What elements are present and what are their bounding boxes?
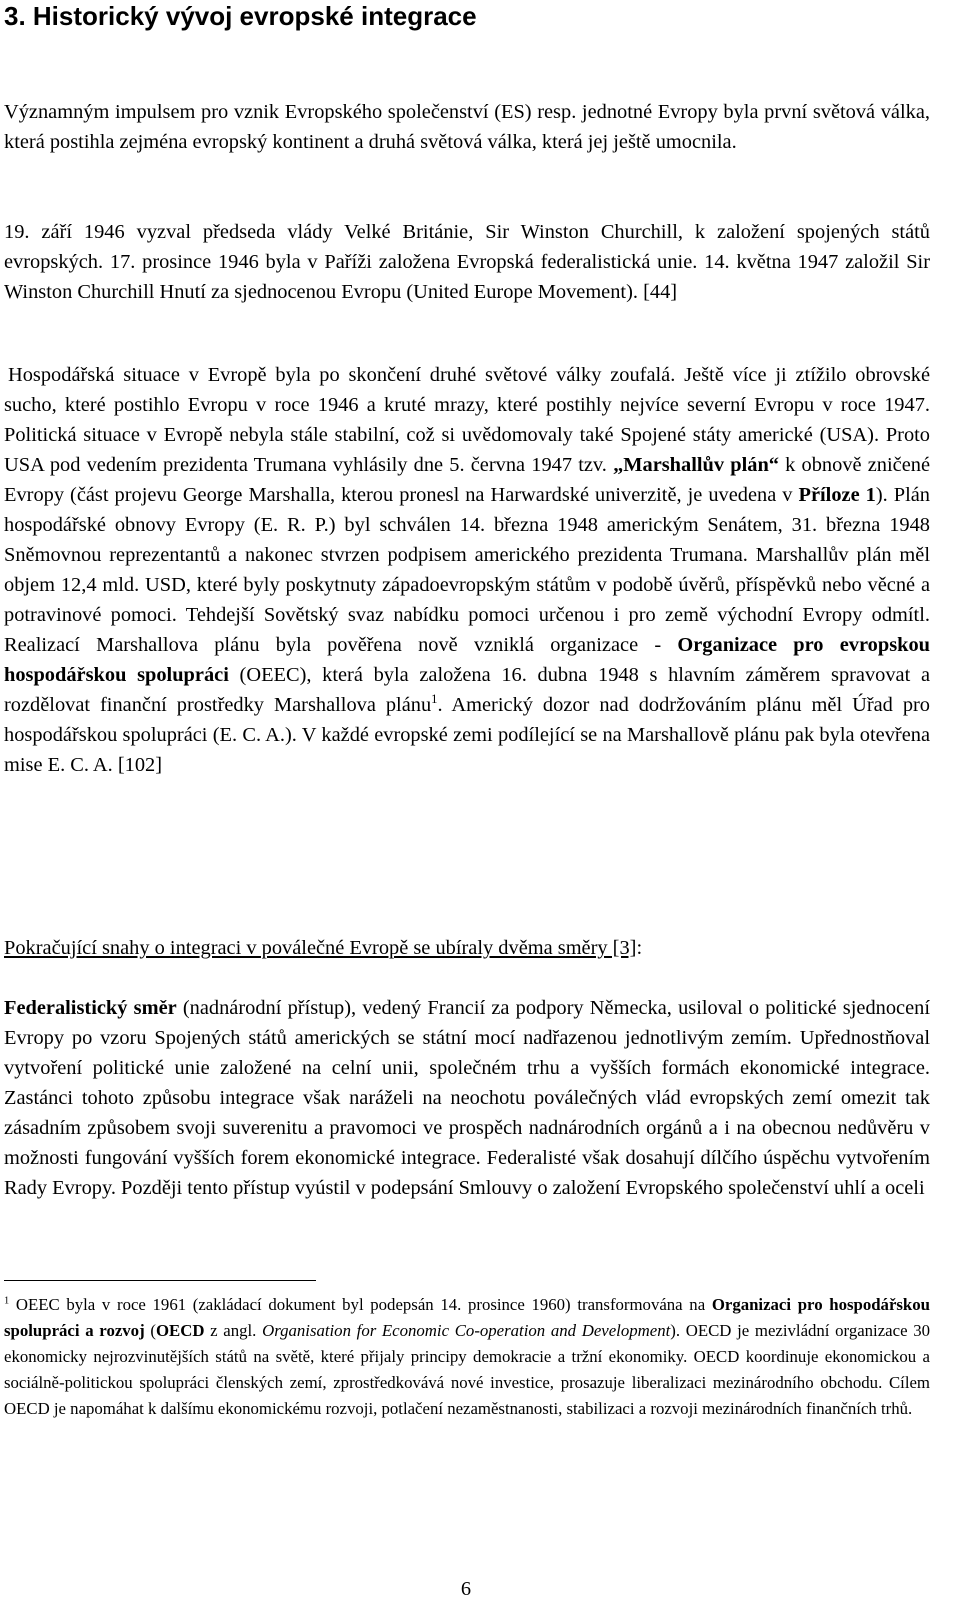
text-span: (nadnárodní přístup), vedený Francií za podpory Německa, usiloval o politické sjednocení Evropy po vzoru Spojených států amerických se státní mocí nadřazenou jednotlivým zemím. Upřednostňoval vytvoření politické unie založené na celní unii, společném trhu a vyšších formách ekonomické integrace. Zastánci tohoto způsobu integrace však naráželi na neochotu poválečných vlád evropských zemí omezit tak zásadním způsobem svoji suverenitu a pravomoci ve prospěch nadnárodních orgánů a i na obecnou nedůvěru v možnosti fungování vyšších forem ekonomické integrace. Federalisté však dosahují dílčího úspěchu vytvořením Rady Evropy. Později tento přístup vyústil v podepsání Smlouvy o založení Evropského společenství uhlí a oceli (4, 997, 930, 1199)
page-number: 6 (460, 1578, 472, 1600)
paragraph-marshall-plan (4, 360, 930, 780)
text-span: ). OECD je mezivládní organizace 30 ekonomicky nejrozvinutějších států na světě, které přijaly principy demokracie a tržní ekonomiky. OECD koordinuje ekonomickou a sociálně-politickou spolupráci členských zemí, zprostředkovává nové investice, prosazuje liberalizaci mezinárodního obchodu. Cílem OECD je napomáhat k dalšímu ekonomickému rozvoji, potlačení nezaměstnanosti, stabilizaci a rozvoji mezinárodních finančních trhů. (4, 1321, 930, 1418)
italic-english-name: Organisation for Economic Co-operation and Development (262, 1321, 671, 1340)
bold-term-oecd-name: Organizaci pro hospodářskou spolupráci a rozvoj (4, 1295, 930, 1340)
underlined-subheading: Pokračující snahy o integraci v poválečné Evropě se ubíraly dvěma směry [3] (4, 937, 637, 959)
bold-term-oeec: Organizace pro evropskou hospodářskou spolupráci (4, 634, 931, 686)
text-span: Hospodářská situace v Evropě byla po skončení druhé světové války zoufalá. Ještě více ji ztížilo obrovské sucho, které postihlo Evropu v roce 1946 a kruté mrazy, které postihly nejvíce severní Evropu v roce 1947. Politická situace v Evropě nebyla stále stabilní, což si uvědomovaly také Spojené státy americké (USA). Proto USA pod vedením prezidenta Trumana vyhlásily dne 5. června 1947 tzv. (4, 364, 930, 476)
paragraph-federalist (4, 993, 930, 1203)
text-span: (OEEC), která byla založena 16. dubna 1948 s hlavním záměrem spravovat a rozdělovat finanční prostředky Marshallova plánu (4, 664, 931, 716)
bold-term-marshall-plan: „Marshallův plán“ (613, 454, 779, 476)
text-span: . Americký dozor nad dodržováním plánu měl Úřad pro hospodářskou spolupráci (E. C. A.). V každé evropské zemi podílející se na Marshallově plánu pak byla otevřena mise E. C. A. [102] (4, 694, 931, 776)
bold-term-appendix: Příloze 1 (798, 484, 876, 506)
bold-term-federalist: Federalistický směr (4, 997, 177, 1019)
section-heading: 3. Historický vývoj evropské integrace (4, 1, 477, 31)
footnote-number: 1 (4, 1295, 10, 1307)
paragraph-directions-heading (4, 933, 930, 963)
paragraph-intro: Významným impulsem pro vznik Evropského společenství (ES) resp. jednotné Evropy byla první světová válka, která postihla zejména evropský kontinent a druhá světová válka, která jej ještě umocnila. (4, 101, 930, 153)
paragraph-churchill: 19. září 1946 vyzval předseda vlády Velké Británie, Sir Winston Churchill, k založení spojených států evropských. 17. prosince 1946 byla v Paříži založena Evropská federalistická unie. 14. května 1947 založil Sir Winston Churchill Hnutí za sjednocenou Evropu (United Europe Movement). [44] (4, 221, 930, 303)
text-span: ( (144, 1321, 156, 1340)
text-span: z angl. (204, 1321, 263, 1340)
text-span: : (636, 937, 643, 959)
text-span: OEEC byla v roce 1961 (zakládací dokument byl podepsán 14. prosince 1960) transformována na (9, 1295, 712, 1314)
text-span: k obnově zničené Evropy (část projevu George Marshalla, kterou pronesl na Harwardské univerzitě, je uvedena v (4, 454, 930, 506)
bold-term-oecd: OECD (155, 1321, 205, 1340)
footnote (4, 1292, 930, 1422)
text-span: ). Plán hospodářské obnovy Evropy (E. R. P.) byl schválen 14. března 1948 americkým Senátem, 31. března 1948 Sněmovnou reprezentantů a nakonec stvrzen podpisem amerického prezidenta Trumana. Marshallův plán měl objem 12,4 mld. USD, které byly poskytnuty západoevropským státům v podobě úvěrů, příspěvků nebo věcné a potravinové pomoci. Tehdejší Sovětský svaz nabídku pomoci určenou i pro země východní Evropy odmítl. Realizací Marshallova plánu byla pověřena nově vzniklá organizace - (4, 484, 930, 656)
footnote-separator (4, 1280, 316, 1281)
footnote-reference[interactable]: 1 (431, 692, 438, 707)
